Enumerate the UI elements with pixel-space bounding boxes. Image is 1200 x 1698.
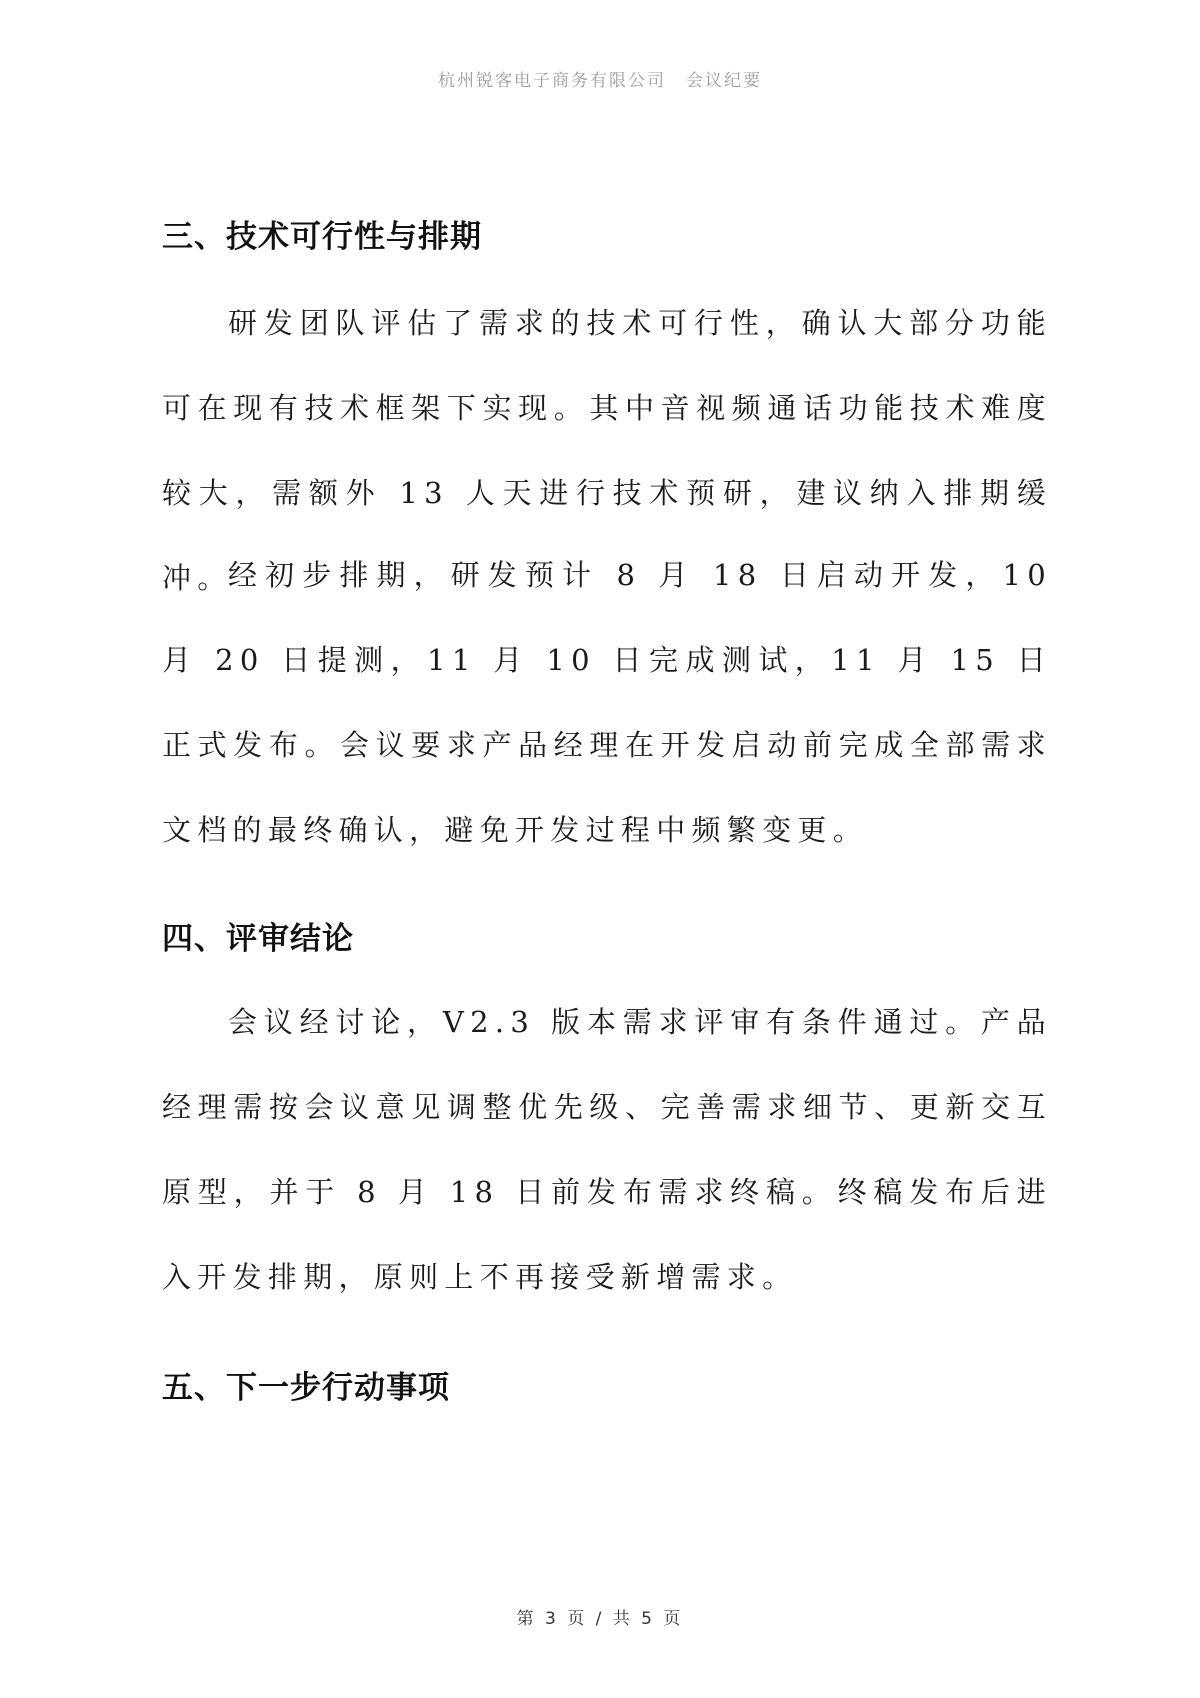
paragraph-review-conclusion: 会议经讨论，V2.3 版本需求评审有条件通过。产品经理需按会议意见调整优先级、完善需求细节、更新交互原型，并于 8 月 18 日前发布需求终稿。终稿发布后进入开发排期，原则上不再接受新增需求。 (162, 1005, 1052, 1294)
page-header (0, 66, 1200, 91)
header-company: 杭州锐客电子商务有限公司 (438, 71, 666, 91)
page-number-footer: 第 3 页 / 共 5 页 (516, 1609, 684, 1629)
section-heading-conclusion: 四、评审结论 (162, 921, 354, 957)
header-doc-type: 会议纪要 (686, 71, 762, 91)
section-heading-feasibility: 三、技术可行性与排期 (162, 219, 482, 255)
paragraph-schedule: 经初步排期，研发预计 8 月 18 日启动开发，10 月 20 日提测，11 月 10 日完成测试，11 月 15 日正式发布。会议要求产品经理在开发启动前完成全部需求文档的最终确认，避免开发过程中频繁变更。 (162, 558, 1052, 847)
paragraph-feasibility-assessment: 研发团队评估了需求的技术可行性，确认大部分功能可在现有技术框架下实现。其中音视频通话功能技术难度较大，需额外 13 人天进行技术预研，建议纳入排期缓冲。 (162, 306, 1052, 595)
section-heading-next-steps: 五、下一步行动事项 (162, 1370, 450, 1406)
